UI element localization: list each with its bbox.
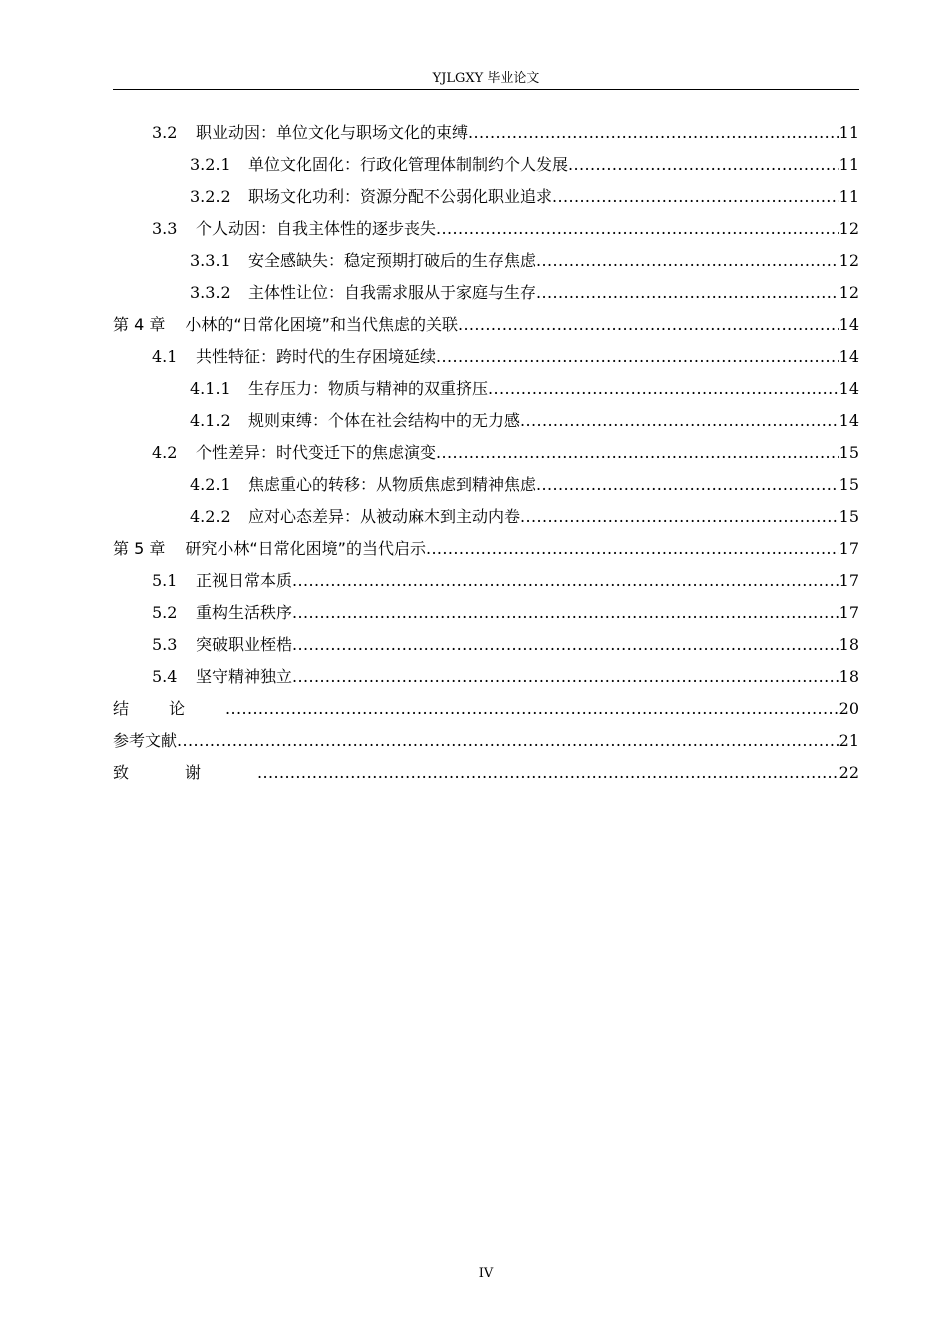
toc-entry-title: 焦虑重心的转移：从物质焦虑到精神焦虑 [248,475,537,494]
toc-entry-title: 坚守精神独立 [196,667,293,686]
toc-entry-number: 3.3 [152,219,178,238]
toc-entry[interactable] [113,149,859,181]
toc-entry-page: 15 [838,443,859,462]
toc-leader-dots [292,661,839,693]
toc-entry-page: 14 [838,379,859,398]
toc-entry-number: 第 4 章 [113,315,166,334]
toc-entry-page: 15 [838,475,859,494]
toc-entry-page: 20 [838,699,859,718]
toc-entry-title: 正视日常本质 [196,571,293,590]
toc-leader-dots [426,533,839,565]
toc-entry-page: 18 [838,667,859,686]
toc-entry-title: 生存压力：物质与精神的双重挤压 [248,379,489,398]
page-number: IV [478,1266,494,1281]
toc-entry-page: 14 [838,347,859,366]
toc-entry[interactable] [113,725,859,757]
toc-entry[interactable] [113,597,859,629]
toc-leader-dots [552,181,839,213]
table-of-contents [113,117,859,789]
toc-leader-dots [436,213,839,245]
toc-leader-dots [257,757,839,789]
toc-entry-title: 主体性让位：自我需求服从于家庭与生存 [248,283,537,302]
toc-entry-title: 共性特征：跨时代的生存困境延续 [196,347,437,366]
toc-entry-number: 4.1.2 [190,411,231,430]
toc-entry-page: 11 [838,155,859,174]
toc-entry-title: 重构生活秩序 [196,603,293,622]
toc-leader-dots [536,277,839,309]
toc-leader-dots [536,245,839,277]
toc-entry-title: 单位文化固化：行政化管理体制制约个人发展 [248,155,569,174]
toc-entry-page: 14 [838,411,859,430]
toc-entry[interactable] [113,629,859,661]
toc-entry[interactable] [113,213,859,245]
toc-entry-page: 12 [838,219,859,238]
toc-entry-title: 规则束缚：个体在社会结构中的无力感 [248,411,521,430]
toc-entry[interactable] [113,437,859,469]
toc-entry-number: 3.3.2 [190,283,231,302]
toc-entry-number: 5.3 [152,635,178,654]
toc-entry-title: 职场文化功利：资源分配不公弱化职业追求 [248,187,553,206]
toc-entry-page: 12 [838,251,859,270]
toc-entry[interactable] [113,341,859,373]
toc-entry-number: 3.2.2 [190,187,231,206]
toc-entry-page: 11 [838,123,859,142]
toc-entry-title: 个性差异：时代变迁下的焦虑演变 [196,443,437,462]
toc-entry-title: 致谢 [113,763,258,782]
page-header: YJLGXY 毕业论文 [432,71,540,86]
toc-entry-title: 应对心态差异：从被动麻木到主动内卷 [248,507,521,526]
toc-entry-page: 17 [838,603,859,622]
toc-entry[interactable] [113,757,859,789]
toc-entry[interactable] [113,277,859,309]
header-rule [113,89,859,90]
toc-leader-dots [458,309,839,341]
toc-entry[interactable] [113,373,859,405]
toc-entry[interactable] [113,405,859,437]
toc-entry-title: 参考文献 [113,731,178,750]
toc-entry-page: 17 [838,539,859,558]
toc-entry[interactable] [113,693,859,725]
toc-entry-page: 11 [838,187,859,206]
toc-entry-page: 21 [838,731,859,750]
toc-leader-dots [520,405,839,437]
toc-leader-dots [177,725,839,757]
toc-leader-dots [436,437,839,469]
toc-entry[interactable] [113,533,859,565]
toc-entry-page: 22 [838,763,859,782]
toc-entry-page: 14 [838,315,859,334]
toc-entry-number: 4.1 [152,347,178,366]
toc-entry-page: 15 [838,507,859,526]
toc-entry-number: 5.2 [152,603,178,622]
toc-entry-title: 研究小林“日常化困境”的当代启示 [185,539,426,558]
toc-entry-title: 结论 [113,699,226,718]
toc-leader-dots [225,693,839,725]
toc-entry-title: 安全感缺失：稳定预期打破后的生存焦虑 [248,251,537,270]
toc-entry-number: 4.2 [152,443,178,462]
toc-entry-title: 职业动因：单位文化与职场文化的束缚 [196,123,469,142]
toc-entry[interactable] [113,245,859,277]
toc-leader-dots [488,373,839,405]
toc-entry-number: 4.2.1 [190,475,231,494]
toc-entry-number: 5.1 [152,571,178,590]
toc-entry-number: 第 5 章 [113,539,166,558]
toc-entry-page: 18 [838,635,859,654]
toc-leader-dots [436,341,839,373]
toc-entry-number: 3.2.1 [190,155,231,174]
toc-entry-number: 5.4 [152,667,178,686]
toc-entry-title: 个人动因：自我主体性的逐步丧失 [196,219,437,238]
toc-leader-dots [292,565,839,597]
toc-entry[interactable] [113,469,859,501]
toc-leader-dots [536,469,839,501]
toc-leader-dots [292,629,839,661]
toc-entry[interactable] [113,117,859,149]
toc-entry[interactable] [113,565,859,597]
toc-entry-number: 4.2.2 [190,507,231,526]
toc-entry[interactable] [113,181,859,213]
toc-leader-dots [568,149,839,181]
toc-entry-title: 小林的“日常化困境”和当代焦虑的关联 [185,315,458,334]
toc-entry-number: 3.2 [152,123,178,142]
toc-entry[interactable] [113,661,859,693]
toc-entry-page: 12 [838,283,859,302]
toc-entry[interactable] [113,501,859,533]
toc-leader-dots [468,117,839,149]
toc-entry[interactable] [113,309,859,341]
toc-entry-number: 4.1.1 [190,379,231,398]
toc-leader-dots [292,597,839,629]
toc-leader-dots [520,501,839,533]
toc-entry-page: 17 [838,571,859,590]
toc-entry-title: 突破职业桎梏 [196,635,293,654]
toc-entry-number: 3.3.1 [190,251,231,270]
